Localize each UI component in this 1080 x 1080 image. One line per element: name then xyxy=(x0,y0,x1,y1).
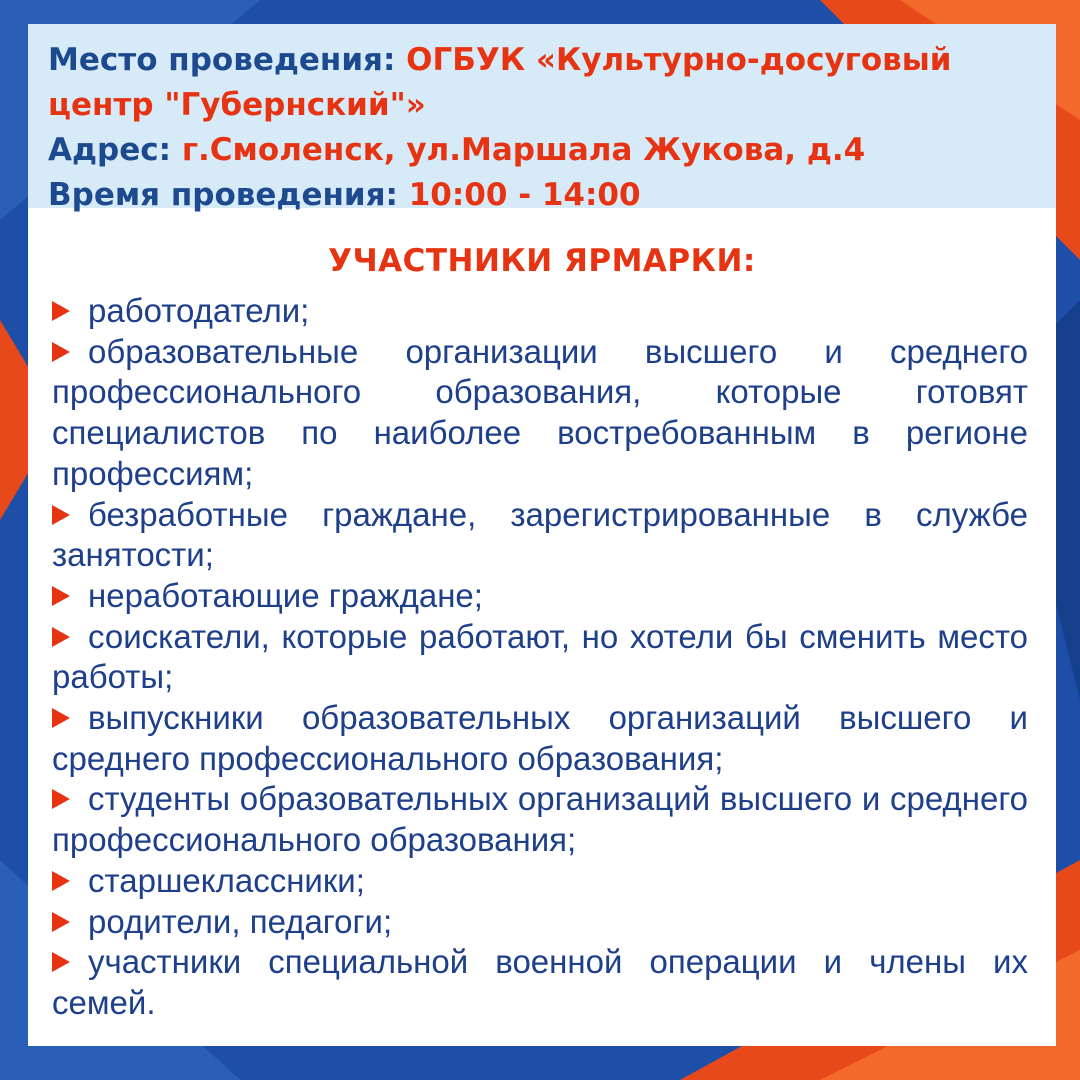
list-item xyxy=(52,902,1028,943)
venue-value-continued: центр "Губернский"» xyxy=(48,87,426,123)
address-value: г.Смоленск, ул.Маршала Жукова, д.4 xyxy=(181,132,866,168)
triangle-right-icon xyxy=(52,952,70,972)
triangle-right-icon xyxy=(52,301,70,321)
venue-label: Место проведения: xyxy=(48,42,396,78)
list-item-text: образовательные организации высшего и среднего профессионального образования, которые готовят специалистов по наиболее востребованным в регионе профессиям; xyxy=(52,332,1028,492)
list-item xyxy=(52,495,1028,576)
list-item xyxy=(52,779,1028,860)
list-item xyxy=(52,576,1028,617)
event-details-header xyxy=(28,24,1056,213)
list-item xyxy=(52,291,1028,332)
list-item-text: выпускники образовательных организаций высшего и среднего профессионального образования; xyxy=(52,699,1028,777)
list-item-text: участники специальной военной операции и члены их семей. xyxy=(52,943,1028,1021)
info-card xyxy=(28,24,1056,1046)
list-item-text: работодатели; xyxy=(88,292,310,329)
time-label: Время проведения: xyxy=(48,177,398,213)
list-item-text: старшеклассники; xyxy=(88,861,365,899)
list-item xyxy=(52,861,1028,902)
time-line xyxy=(48,173,1036,218)
list-item xyxy=(52,617,1028,698)
venue-line-2 xyxy=(48,83,1036,128)
triangle-right-icon xyxy=(52,505,70,525)
triangle-right-icon xyxy=(52,586,70,606)
list-item-text: студенты образовательных организаций высшего и среднего профессионального образования; xyxy=(52,780,1028,859)
address-line xyxy=(48,128,1036,173)
venue-line xyxy=(48,38,1036,83)
time-value: 10:00 - 14:00 xyxy=(408,177,641,213)
participants-list xyxy=(28,291,1056,1024)
address-label: Адрес: xyxy=(48,132,172,168)
triangle-right-icon xyxy=(52,627,70,647)
list-item xyxy=(52,332,1028,495)
list-item-text: неработающие граждане; xyxy=(88,576,483,614)
triangle-right-icon xyxy=(52,342,70,362)
list-item xyxy=(52,698,1028,779)
triangle-right-icon xyxy=(52,912,70,932)
triangle-right-icon xyxy=(52,708,70,728)
list-item-text: безработные граждане, зарегистрированные в службе занятости; xyxy=(52,495,1028,574)
triangle-right-icon xyxy=(52,789,70,809)
triangle-right-icon xyxy=(52,871,70,891)
list-item-text: родители, педагоги; xyxy=(88,902,393,940)
list-item-text: соискатели, которые работают, но хотели бы сменить место работы; xyxy=(52,617,1028,696)
venue-value: ОГБУК «Культурно-досуговый xyxy=(406,42,952,78)
section-title: УЧАСТНИКИ ЯРМАРКИ: xyxy=(328,243,756,279)
list-item xyxy=(52,942,1028,1023)
